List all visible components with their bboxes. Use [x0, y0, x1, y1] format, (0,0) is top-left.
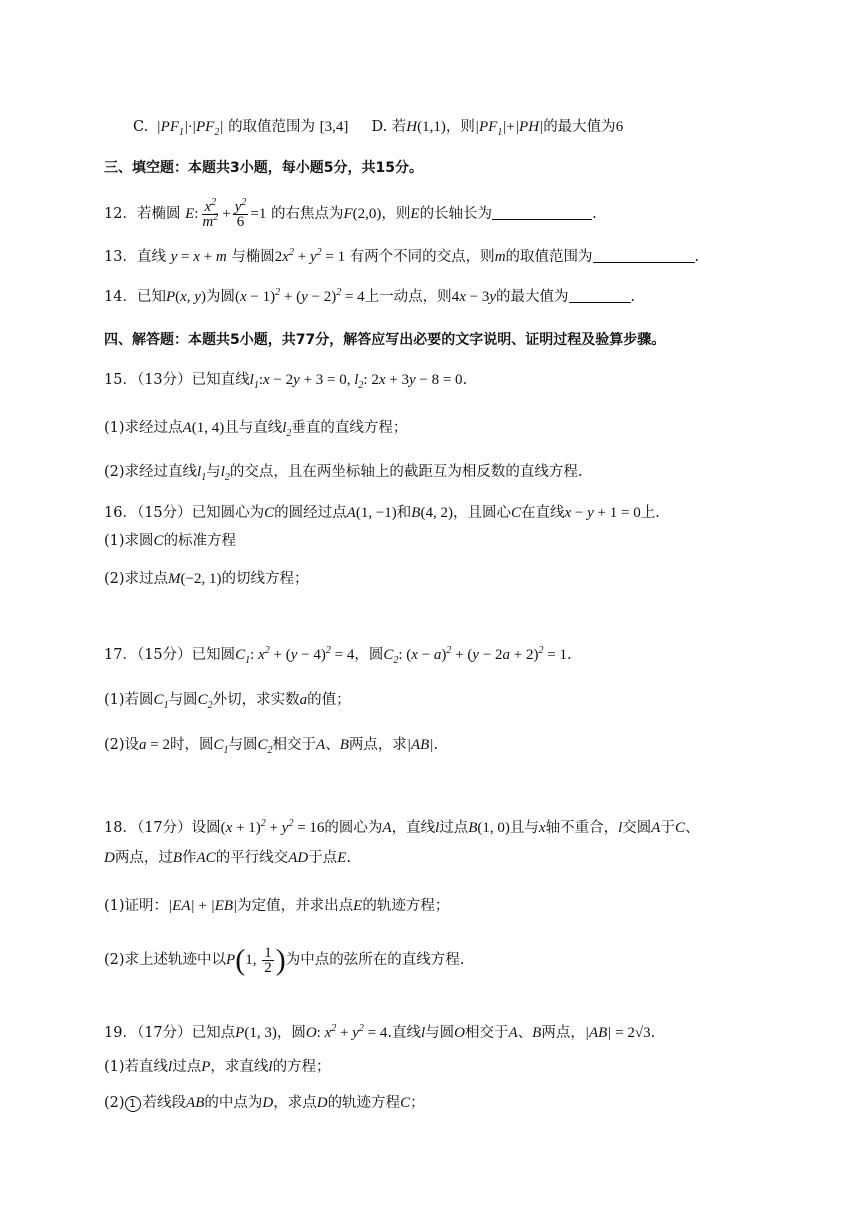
q12-post: ，则 — [381, 206, 411, 222]
options-cd-line — [133, 117, 623, 137]
q12-post2: 的长轴长为 — [419, 206, 493, 222]
q16-c3: C — [153, 533, 164, 549]
q17-t1: ，圆 — [354, 647, 384, 663]
q12-pre: 若椭圆 — [136, 206, 181, 222]
q18-ea-eb: |EA| + |EB| — [168, 898, 238, 914]
option-d-text: 的最大值为 — [543, 119, 616, 135]
q13-answer-blank[interactable] — [593, 248, 695, 263]
q18-l2-e: . — [346, 850, 351, 866]
q17-c2: $C_2$ — [197, 692, 213, 711]
q19-l: l — [420, 1025, 426, 1041]
q15-score: （13分）已知直线 — [136, 372, 250, 388]
q15-p1-pre: (1)求经过点 — [104, 420, 183, 436]
q16-t2: 和 — [396, 505, 412, 521]
q18-l2-a: 两点，过 — [114, 850, 173, 866]
q16-p2-post: 的切线方程； — [221, 571, 309, 587]
q14-mid: 为圆 — [205, 289, 235, 305]
q17-point-a: A — [316, 737, 326, 753]
q16-p2-pre: (2)求过点 — [104, 571, 169, 587]
q15-part1 — [104, 418, 407, 438]
q18-t7: 于 — [660, 820, 675, 836]
question-15 — [104, 370, 467, 390]
q19-p2-post: ，求点 — [273, 1095, 317, 1111]
q19-l2: l — [168, 1059, 173, 1075]
q17-circle1-eq: $C_1$: $x^2 + (y - 4)^2 = 4$ — [235, 645, 355, 666]
question-14 — [104, 287, 635, 307]
section3-heading: 三、填空题：本题共3小题，每小题5分，共15分。 — [104, 160, 423, 176]
q17-p1-post: 外切，求实数 — [212, 692, 300, 708]
q13-ellipse-eq: $2x^2 + y^2 = 1$ — [274, 247, 346, 265]
q13-mid: 与椭圆 — [231, 249, 275, 265]
q16-t1: 的圆经过点 — [274, 505, 347, 521]
q16-c: C — [264, 505, 275, 521]
q16-t5: 上. — [640, 505, 660, 521]
q15-point-a: A(1, 4) — [182, 420, 225, 436]
q15-l2: $l_2$ — [282, 420, 292, 439]
q16-part2 — [104, 569, 309, 589]
q16-p1-pre: (1)求圆 — [104, 533, 154, 549]
q15-l1: $l_1$ — [197, 464, 207, 483]
q19-p2-post2: 的轨迹方程 — [327, 1095, 401, 1111]
q14-answer-blank[interactable] — [569, 288, 631, 303]
q17-end: . — [566, 647, 572, 663]
q17-point-b: B — [339, 737, 349, 753]
q19-p: P — [201, 1059, 211, 1075]
q19-p2-end: ； — [410, 1095, 425, 1111]
q14-end: . — [630, 289, 636, 305]
q15-p2-pre: (2)求经过直线 — [104, 464, 198, 480]
q18-part1 — [104, 896, 449, 916]
q14-post2: 的最大值为 — [496, 289, 569, 305]
q18-c: C — [674, 820, 685, 836]
q15-part2 — [104, 462, 583, 482]
q14-number: 14． — [104, 289, 137, 305]
q18-p2-pre: (2)求上述轨迹中以 — [104, 952, 227, 968]
q19-b: B — [532, 1025, 542, 1041]
q19-t1: ，圆 — [276, 1025, 306, 1041]
q19-l3: l — [268, 1059, 273, 1075]
q19-t4: 相交于 — [465, 1025, 509, 1041]
q18-circle-eq: $(x + 1)^2 + y^2 = 16$ — [220, 818, 325, 836]
question-19 — [104, 1023, 655, 1043]
q12-answer-blank[interactable] — [492, 205, 592, 220]
option-d-pre: 若 — [391, 119, 407, 135]
q18-l2-b: 作 — [182, 850, 197, 866]
q18-x: x — [538, 820, 546, 836]
q18-e: E — [337, 850, 347, 866]
q15-number: 15． — [104, 372, 137, 388]
q17-p2-post2: 两点，求 — [348, 737, 407, 753]
q19-score: （17分）已知点 — [136, 1025, 236, 1041]
q18-t1: 的圆心为 — [324, 820, 383, 836]
q12-end: . — [592, 206, 597, 222]
q14-expr: 4x − 3y — [451, 289, 496, 305]
q12-focus: F(2,0) — [343, 206, 382, 222]
q17-p2-post: 相交于 — [272, 737, 317, 753]
q18-t6: 交圆 — [622, 820, 652, 836]
q17-c1b: $C_1$ — [213, 737, 229, 756]
q18-l2-c: 的平行线交 — [215, 850, 289, 866]
question-17 — [104, 645, 572, 665]
q19-circled-number: 1 — [125, 1096, 141, 1112]
q19-t5: 、 — [517, 1025, 533, 1041]
q19-p2-mid: 的中点为 — [204, 1095, 263, 1111]
q16-point-a: A(1, −1) — [346, 505, 397, 521]
section4-heading: 四、解答题：本题共5小题，共77分，解答应写出必要的文字说明、证明过程及验算步骤。 — [104, 332, 666, 348]
q18-b: B — [172, 850, 183, 866]
q17-c1: $C_1$ — [153, 692, 169, 711]
q19-ab: AB — [186, 1095, 205, 1111]
q19-o: O — [454, 1025, 465, 1041]
q17-p2-mid: 时，圆 — [170, 737, 214, 753]
q18-number: 18． — [104, 820, 137, 836]
q19-end: . — [650, 1025, 656, 1041]
q18-t3: 过点 — [439, 820, 469, 836]
q12-ellipse-eq: E: $\frac{x^2}{m^2}$ + $\frac{y^2}{6}$ =1 — [185, 197, 267, 231]
q17-a: a — [299, 692, 308, 708]
q17-ab-length: |AB| — [406, 737, 434, 753]
option-c-text: 的取值范围为 — [228, 119, 316, 135]
q15-l2b: $l_2$ — [220, 464, 230, 483]
q15-p1-post: 垂直的直线方程； — [291, 420, 408, 436]
q16-p1-post: 的标准方程 — [163, 533, 237, 549]
q17-a-value: a = 2 — [139, 737, 171, 753]
q17-p2-end: . — [433, 737, 439, 753]
option-d-value: 6 — [615, 119, 624, 135]
q14-pre: 已知 — [136, 289, 166, 305]
q14-circle-eq: $(x - 1)^2 + (y - 2)^2 = 4$ — [234, 287, 365, 305]
q13-line-eq: y = x + m — [170, 249, 227, 265]
q18-ac: AC — [196, 850, 216, 866]
q12-number: 12． — [104, 206, 137, 222]
q19-p1-end: 的方程； — [272, 1059, 331, 1075]
q17-c2b: $C_2$ — [257, 737, 273, 756]
option-c-label: C. — [133, 119, 149, 135]
q12-e: E — [410, 206, 420, 222]
question-13 — [104, 247, 699, 267]
q17-score: （15分）已知圆 — [136, 647, 236, 663]
q18-p1-post: 的轨迹方程； — [362, 898, 450, 914]
q18-p1-pre: (1)证明： — [104, 898, 169, 914]
q16-score: （15分）已知圆心为 — [136, 505, 265, 521]
math-h-point: H(1,1) — [406, 119, 446, 135]
q17-p1-end: 的值； — [307, 692, 351, 708]
q18-a2: A — [651, 820, 661, 836]
q19-d: D — [262, 1095, 274, 1111]
q18-part2 — [104, 934, 464, 986]
q18-e2: E — [353, 898, 363, 914]
q18-p2-post: 为中点的弦所在的直线方程. — [285, 952, 465, 968]
q17-p1-mid: 与圆 — [168, 692, 198, 708]
q12-mid: 的右焦点为 — [270, 206, 344, 222]
q15-p1-mid: 且与直线 — [224, 420, 283, 436]
q17-number: 17． — [104, 647, 137, 663]
q17-p2-mid2: 与圆 — [228, 737, 258, 753]
q16-t4: 在直线 — [520, 505, 565, 521]
q19-p1-post: ，求直线 — [210, 1059, 269, 1075]
q13-post2: 的取值范围为 — [505, 249, 593, 265]
question-18 — [104, 818, 699, 838]
q19-point-p: P(1, 3) — [235, 1025, 277, 1041]
question-12 — [104, 194, 597, 234]
q18-point-b: B(1, 0) — [468, 820, 510, 836]
question-16 — [104, 503, 660, 523]
q15-lines-eq: $l_1:x - 2y + 3 = 0$, $l_2$: 2x + 3y − 8 = 0 — [249, 372, 463, 391]
q17-p1-pre: (1)若圆 — [104, 692, 154, 708]
q19-part1 — [104, 1057, 331, 1077]
q18-t5: 轴不重合， — [545, 820, 619, 836]
q16-point-m: M(−2, 1) — [168, 571, 222, 587]
q19-p2-pre: (2) — [104, 1095, 125, 1111]
q18-a: A — [382, 820, 392, 836]
q14-point: P(x, y) — [165, 289, 206, 305]
q19-c: C — [400, 1095, 411, 1111]
q17-circle2-eq: $C_2$: $(x - a)^2 + (y - 2a + 2)^2 = 1$ — [383, 645, 567, 666]
q17-p2-sep: 、 — [325, 737, 340, 753]
q18-l: l — [435, 820, 440, 836]
option-d-mid: ，则 — [445, 119, 475, 135]
q18-midpoint: P(1, $\frac{1}{2}$ ) — [226, 943, 286, 977]
q13-post: 有两个不同的交点，则 — [349, 249, 495, 265]
q19-p2-text: 若线段 — [142, 1095, 187, 1111]
q18-p1-mid: 为定值，并求出点 — [237, 898, 354, 914]
q18-ad: AD — [288, 850, 309, 866]
q17-p2-pre: (2)设 — [104, 737, 140, 753]
q18-l2: l — [618, 820, 623, 836]
q16-t3: ，且圆心 — [452, 505, 511, 521]
q16-point-b: B(4, 2) — [411, 505, 453, 521]
q19-p1-mid: 过点 — [172, 1059, 202, 1075]
q16-c2: C — [510, 505, 521, 521]
q18-t8: 、 — [684, 820, 700, 836]
q15-p2-mid: 与 — [206, 464, 221, 480]
q16-line-eq: x − y + 1 = 0 — [564, 505, 641, 521]
q19-part2 — [104, 1093, 425, 1113]
q19-d2: D — [316, 1095, 328, 1111]
q16-number: 16． — [104, 505, 137, 521]
q13-end: . — [694, 249, 700, 265]
q17-part2 — [104, 735, 438, 755]
q19-number: 19． — [104, 1025, 137, 1041]
q13-m: m — [494, 249, 506, 265]
q19-t3: 与圆 — [425, 1025, 455, 1041]
q18-t4: 且与 — [509, 820, 539, 836]
q18-line2 — [104, 848, 351, 868]
option-d-label: D. — [371, 119, 388, 135]
q18-d: D — [104, 850, 115, 866]
math-pf1-pf2: $|PF_1|\cdot|PF_2|$ — [152, 119, 224, 138]
q13-number: 13． — [104, 249, 137, 265]
q19-ab-eq: |AB| = 2√3 — [584, 1025, 651, 1041]
q14-post: 上一动点，则 — [364, 289, 452, 305]
q19-a: A — [508, 1025, 518, 1041]
math-pf1-ph: $|PF_1|+|PH|$ — [474, 119, 544, 138]
math-interval: [3,4] — [319, 119, 349, 135]
q17-part1 — [104, 690, 351, 710]
q19-circle-eq: O: $x^2 + y^2 = 4$ — [305, 1023, 388, 1041]
q13-pre: 直线 — [136, 249, 166, 265]
q19-p1-pre: (1)若直线 — [104, 1059, 169, 1075]
q19-t6: 两点， — [541, 1025, 585, 1041]
q18-l2-d: 于点 — [308, 850, 338, 866]
q15-end: . — [462, 372, 468, 388]
q16-part1 — [104, 531, 236, 551]
q19-t2: .直线 — [387, 1025, 421, 1041]
q18-score: （17分）设圆 — [136, 820, 221, 836]
q18-t2: ，直线 — [391, 820, 436, 836]
q15-p2-post: 的交点，且在两坐标轴上的截距互为相反数的直线方程. — [229, 464, 583, 480]
